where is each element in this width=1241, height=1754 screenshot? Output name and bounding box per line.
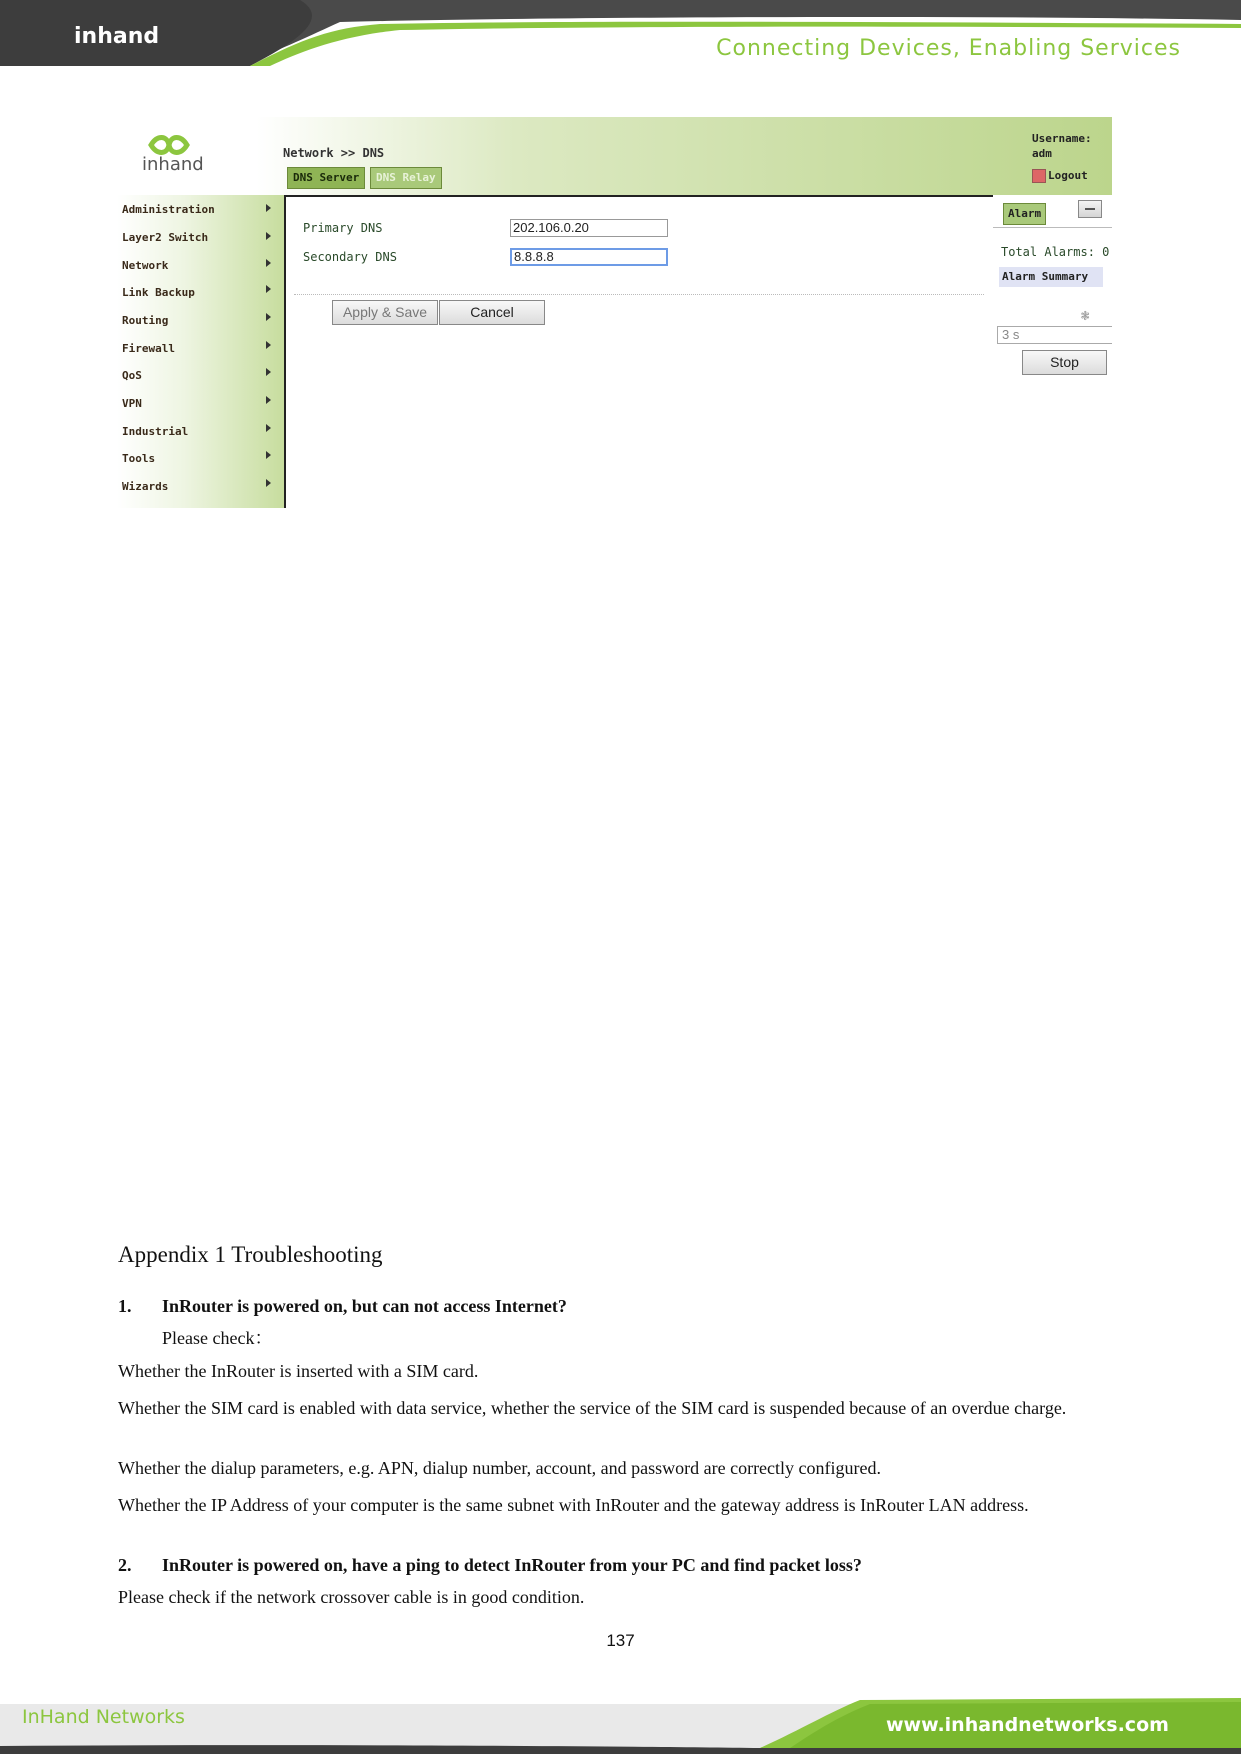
chevron-right-icon (266, 479, 271, 487)
sidebar-item-routing[interactable]: Routing (122, 314, 169, 327)
sidebar-item-layer2-switch[interactable]: Layer2 Switch (122, 231, 209, 244)
logout-icon (1032, 169, 1046, 183)
question-1-intro: Please check： (162, 1328, 273, 1348)
page-number: 137 (606, 1631, 635, 1650)
question-1 (118, 1295, 1123, 1317)
ui-top-bar (117, 117, 1112, 195)
logout-link[interactable] (1032, 169, 1088, 183)
apply-save-button[interactable]: Apply & Save (332, 300, 438, 325)
primary-dns-label: Primary DNS (303, 221, 383, 235)
q1-item: Whether the IP Address of your computer is the same subnet with InRouter and the gateway address is InRouter LAN address. (118, 1495, 1029, 1515)
footer-company: InHand Networks (22, 1706, 185, 1728)
alarm-summary-link[interactable]: Alarm Summary (999, 267, 1103, 287)
q1-item: Whether the dialup parameters, e.g. APN, dialup number, account, and password are correctly configured. (118, 1458, 882, 1478)
stop-button[interactable]: Stop (1022, 350, 1107, 375)
refresh-interval-select[interactable]: 3 s (997, 326, 1112, 344)
divider (294, 294, 984, 295)
secondary-dns-label: Secondary DNS (303, 250, 397, 264)
question-1-number: 1. (118, 1296, 132, 1316)
total-alarms-label: Total Alarms: (1001, 245, 1095, 259)
chevron-right-icon (266, 368, 271, 376)
logout-label: Logout (1048, 169, 1088, 182)
sidebar-item-firewall[interactable]: Firewall (122, 342, 175, 355)
question-2-answer: Please check if the network crossover cable is in good condition. (118, 1587, 585, 1607)
chevron-right-icon (266, 204, 271, 212)
sidebar-item-qos[interactable]: QoS (122, 369, 142, 382)
chevron-right-icon (266, 396, 271, 404)
chevron-right-icon (266, 313, 271, 321)
question-2-title: InRouter is powered on, have a ping to detect InRouter from your PC and find packet loss? (162, 1555, 862, 1575)
cancel-button[interactable]: Cancel (439, 300, 545, 325)
divider (993, 227, 1112, 228)
chevron-right-icon (266, 285, 271, 293)
total-alarms (1001, 245, 1109, 259)
tab-alarm[interactable]: Alarm (1003, 203, 1046, 225)
sidebar-item-industrial[interactable]: Industrial (122, 425, 189, 438)
sidebar-item-link-backup[interactable]: Link Backup (122, 286, 195, 299)
primary-dns-input[interactable]: 202.106.0.20 (510, 219, 668, 237)
loading-spinner-icon: ❃ (1081, 308, 1090, 324)
ui-logo-text: inhand (142, 154, 204, 175)
header-logo: inhand (74, 24, 160, 49)
sidebar-item-vpn[interactable]: VPN (122, 397, 142, 410)
q1-item: Whether the InRouter is inserted with a SIM card. (118, 1361, 479, 1381)
chevron-right-icon (266, 451, 271, 459)
tab-dns-relay[interactable]: DNS Relay (370, 167, 442, 189)
secondary-dns-input[interactable]: 8.8.8.8 (510, 248, 668, 266)
sidebar-item-network[interactable]: Network (122, 259, 169, 272)
sidebar-item-administration[interactable]: Administration (122, 203, 215, 216)
appendix-title: Appendix 1 Troubleshooting (118, 1242, 383, 1267)
header-tagline: Connecting Devices, Enabling Services (716, 36, 1181, 61)
sidebar (117, 195, 284, 508)
sidebar-item-tools[interactable]: Tools (122, 452, 156, 465)
sidebar-item-wizards[interactable]: Wizards (122, 480, 169, 493)
minimize-button[interactable] (1078, 200, 1102, 218)
chevron-right-icon (266, 259, 271, 267)
chevron-right-icon (266, 341, 271, 349)
username-block (1032, 131, 1092, 161)
chevron-right-icon (266, 424, 271, 432)
chevron-right-icon (266, 232, 271, 240)
question-1-title: InRouter is powered on, but can not access Internet? (162, 1296, 567, 1316)
total-alarms-value: 0 (1102, 245, 1110, 259)
alarm-panel (993, 195, 1112, 508)
tab-dns-server[interactable]: DNS Server (287, 167, 365, 189)
router-ui-screenshot (117, 117, 1112, 508)
question-2-number: 2. (118, 1555, 132, 1575)
q1-item: Whether the SIM card is enabled with data service, whether the service of the SIM card is suspended because of an overdue charge. (118, 1398, 1067, 1418)
username-label: Username: (1032, 132, 1092, 145)
question-2 (118, 1554, 1123, 1576)
breadcrumb: Network >> DNS (283, 146, 385, 160)
username-value: adm (1032, 147, 1052, 160)
footer-website[interactable]: www.inhandnetworks.com (886, 1714, 1169, 1736)
dns-form-panel (284, 195, 995, 508)
